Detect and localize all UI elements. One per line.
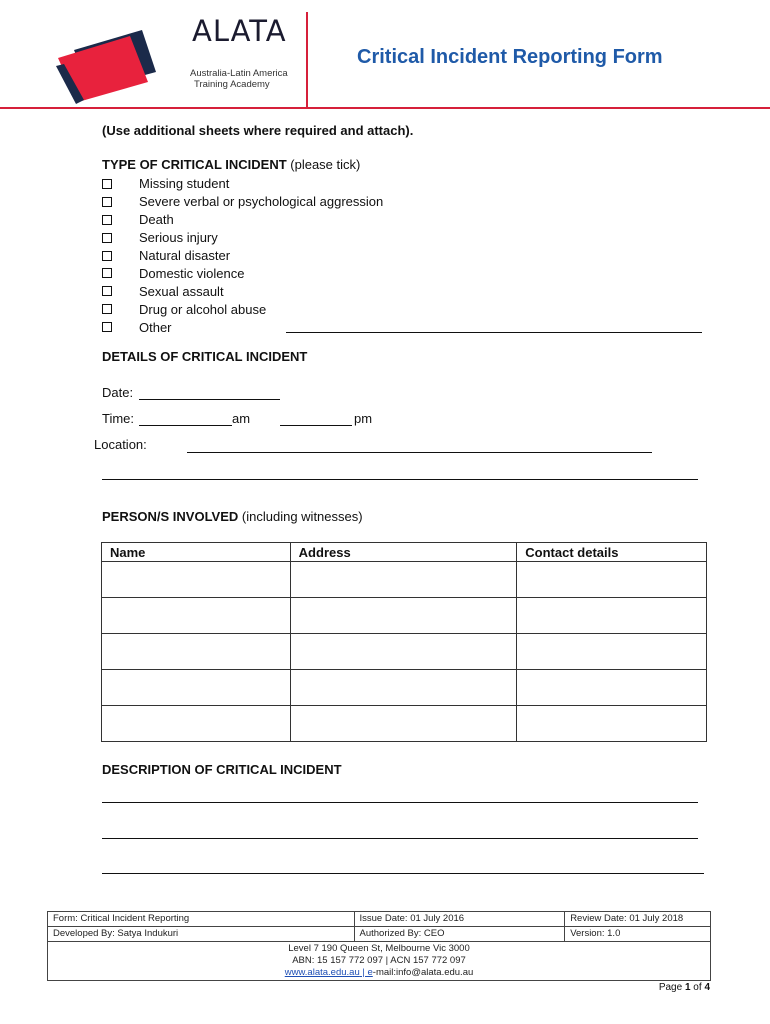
- footer-authorized-by: Authorized By: CEO: [354, 927, 565, 942]
- time-am-field[interactable]: [139, 425, 232, 426]
- contact-cell[interactable]: [517, 670, 707, 706]
- details-heading: DETAILS OF CRITICAL INCIDENT: [102, 349, 308, 364]
- address-cell[interactable]: [290, 562, 517, 598]
- persons-table: [101, 542, 707, 742]
- other-specify-line[interactable]: [286, 332, 702, 333]
- persons-heading: [102, 509, 363, 525]
- incident-type-checklist: [102, 175, 383, 336]
- option-label: Death: [139, 212, 174, 228]
- page-of: of: [690, 982, 705, 993]
- option-natural-disaster[interactable]: [102, 247, 383, 265]
- column-header-name: Name: [102, 543, 291, 562]
- persons-title: PERSON/S INVOLVED: [102, 509, 239, 524]
- address-cell[interactable]: [290, 598, 517, 634]
- footer-contact-cell: [48, 942, 711, 981]
- footer-table: [47, 911, 711, 981]
- name-cell[interactable]: [102, 670, 291, 706]
- name-cell[interactable]: [102, 598, 291, 634]
- option-label: Natural disaster: [139, 248, 231, 263]
- contact-cell[interactable]: [517, 562, 707, 598]
- checkbox[interactable]: [102, 215, 112, 225]
- page-label: Page: [658, 982, 685, 993]
- address-cell[interactable]: [290, 670, 517, 706]
- option-label: Missing student: [139, 176, 230, 192]
- footer-row: [48, 927, 711, 942]
- header-rule: [0, 107, 770, 109]
- option-label: Sexual assault: [139, 283, 224, 299]
- option-serious-injury[interactable]: [102, 229, 383, 247]
- checkbox[interactable]: [102, 179, 112, 189]
- footer-web-email: [53, 967, 705, 979]
- instruction-text: (Use additional sheets where required and attach).: [102, 123, 414, 138]
- footer-review-date: Review Date: 01 July 2018: [565, 912, 711, 927]
- option-drug-alcohol-abuse[interactable]: [102, 300, 383, 318]
- brand-subtitle-line1: Australia-Latin America: [190, 68, 288, 79]
- address-cell[interactable]: [290, 634, 517, 670]
- option-other[interactable]: [102, 318, 383, 336]
- option-label: Serious injury: [139, 230, 218, 246]
- page-current: 1: [684, 982, 691, 993]
- option-severe-aggression[interactable]: [102, 193, 383, 211]
- contact-cell[interactable]: [517, 634, 707, 670]
- option-death[interactable]: [102, 211, 383, 229]
- website-link[interactable]: www.alata.edu.au: [284, 967, 360, 978]
- address-cell[interactable]: [290, 706, 517, 742]
- checkbox[interactable]: [102, 251, 112, 261]
- date-field[interactable]: [139, 399, 280, 400]
- incident-type-title: TYPE OF CRITICAL INCIDENT: [102, 157, 287, 172]
- header-divider: [306, 12, 308, 108]
- table-row: [102, 598, 707, 634]
- email-link-prefix[interactable]: e: [367, 967, 373, 978]
- checkbox[interactable]: [102, 268, 112, 278]
- pm-label: pm: [354, 411, 373, 426]
- time-pm-field[interactable]: [280, 425, 352, 426]
- time-label: Time:: [102, 411, 135, 426]
- description-heading: DESCRIPTION OF CRITICAL INCIDENT: [102, 762, 342, 777]
- description-line-2[interactable]: [102, 838, 698, 839]
- brand-subtitle: [190, 68, 290, 90]
- location-field[interactable]: [187, 452, 652, 453]
- table-row: [102, 670, 707, 706]
- separator: |: [359, 967, 368, 978]
- description-line-3[interactable]: [102, 873, 704, 874]
- option-sexual-assault[interactable]: [102, 282, 383, 300]
- option-label: Severe verbal or psychological aggression: [139, 194, 384, 210]
- am-label: am: [232, 411, 251, 426]
- footer-issue-date: Issue Date: 01 July 2016: [354, 912, 565, 927]
- footer-form-name: Form: Critical Incident Reporting: [48, 912, 355, 927]
- location-field-line2[interactable]: [102, 479, 698, 480]
- table-row: [102, 706, 707, 742]
- contact-cell[interactable]: [517, 706, 707, 742]
- checkbox[interactable]: [102, 322, 112, 332]
- brand-subtitle-line2: Training Academy: [194, 79, 270, 90]
- column-header-address: Address: [290, 543, 517, 562]
- form-title: Critical Incident Reporting Form: [357, 46, 663, 68]
- contact-cell[interactable]: [517, 598, 707, 634]
- alata-logo-icon: [54, 28, 158, 112]
- table-row: [102, 562, 707, 598]
- option-domestic-violence[interactable]: [102, 264, 383, 282]
- option-missing-student[interactable]: [102, 175, 383, 193]
- checkbox[interactable]: [102, 233, 112, 243]
- column-header-contact: Contact details: [517, 543, 707, 562]
- description-line-1[interactable]: [102, 802, 698, 803]
- option-label: Drug or alcohol abuse: [139, 301, 267, 317]
- footer-address: Level 7 190 Queen St, Melbourne Vic 3000: [288, 943, 470, 954]
- checkbox[interactable]: [102, 286, 112, 296]
- footer-version: Version: 1.0: [565, 927, 711, 942]
- footer-row: [48, 912, 711, 927]
- incident-type-heading: [102, 157, 360, 173]
- date-label: Date:: [102, 385, 134, 400]
- incident-type-note: (please tick): [286, 157, 361, 172]
- page-total: 4: [704, 982, 710, 993]
- table-header-row: [102, 543, 707, 562]
- footer-abn: ABN: 15 157 772 097 | ACN 157 772 097: [292, 955, 466, 966]
- persons-note: (including witnesses): [238, 509, 363, 524]
- name-cell[interactable]: [102, 706, 291, 742]
- footer-contact-row: [48, 942, 711, 981]
- page-number: [659, 982, 710, 993]
- option-label: Other: [139, 319, 172, 335]
- checkbox[interactable]: [102, 304, 112, 314]
- brand-name: ALATA: [192, 14, 287, 48]
- name-cell[interactable]: [102, 562, 291, 598]
- name-cell[interactable]: [102, 634, 291, 670]
- checkbox[interactable]: [102, 197, 112, 207]
- option-label: Domestic violence: [139, 265, 245, 281]
- location-label: Location:: [94, 437, 147, 452]
- footer-email: -mail:info@alata.edu.au: [372, 967, 474, 978]
- table-row: [102, 634, 707, 670]
- footer-developed-by: Developed By: Satya Indukuri: [48, 927, 355, 942]
